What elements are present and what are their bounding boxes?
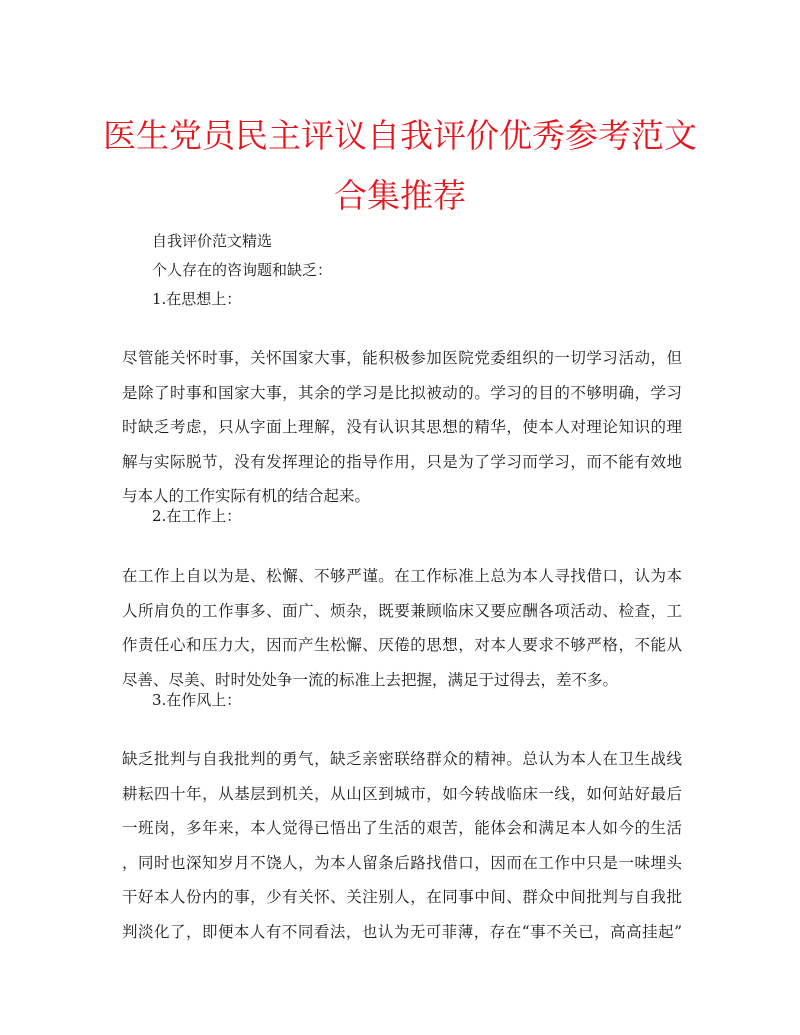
paragraph-line: 作责任心和压力大，因而产生松懈、厌倦的思想，对本人要求不够严格，不能从 — [122, 636, 682, 654]
section-body-style — [122, 742, 682, 949]
paragraph-line: 尽善、尽美、时时处处争一流的标准上去把握，满足于过得去，差不多。 — [122, 670, 619, 689]
document-title-line-1: 医生党员民主评议自我评价优秀参考范文 — [103, 116, 697, 155]
section-heading-thought: 1.在思想上： — [152, 290, 242, 308]
section-body-work — [122, 559, 682, 697]
document-intro: 个人存在的咨询题和缺乏： — [152, 261, 333, 279]
paragraph-line: 判淡化了，即便本人有不同看法，也认为无可菲薄，存在“事不关已，高高挂起” — [122, 922, 682, 941]
paragraph-line: 一班岗，多年来，本人觉得已悟出了生活的艰苦，能体会和满足本人如今的生活 — [122, 819, 682, 837]
paragraph-line: ，同时也深知岁月不饶人，为本人留条后路找借口，因而在工作中只是一味埋头 — [122, 853, 682, 872]
paragraph-line: 时缺乏考虑，只从字面上理解，没有认识其思想的精华，使本人对理论知识的理 — [122, 418, 682, 436]
paragraph-line: 干好本人份内的事，少有关怀、关注别人，在同事中间、群众中间批判与自我批 — [122, 888, 682, 906]
paragraph-line: 解与实际脱节，没有发挥理论的指导作用，只是为了学习而学习，而不能有效地 — [122, 452, 682, 471]
paragraph-line: 与本人的工作实际有机的结合起来。 — [122, 487, 371, 505]
section-body-thought — [122, 341, 682, 514]
section-heading-style: 3.在作风上： — [152, 691, 242, 709]
paragraph-line: 耕耘四十年，从基层到机关，从山区到城市，如今转战临床一线，如何站好最后 — [122, 784, 682, 803]
document-subtitle: 自我评价范文精选 — [152, 232, 273, 250]
paragraph-line: 是除了时事和国家大事，其余的学习是比拟被动的。学习的目的不够明确，学习 — [122, 383, 682, 402]
paragraph-line: 在工作上自以为是、松懈、不够严谨。在工作标准上总为本人寻找借口，认为本 — [122, 567, 682, 585]
paragraph-line: 尽管能关怀时事，关怀国家大事，能积极参加医院党委组织的一切学习活动，但 — [122, 349, 682, 367]
document-title-line-2: 合集推荐 — [334, 176, 466, 215]
paragraph-line: 人所肩负的工作事多、面广、烦杂，既要兼顾临床又要应酬各项活动、检查，工 — [122, 601, 682, 620]
section-heading-work: 2.在工作上： — [152, 507, 242, 525]
paragraph-line: 缺乏批判与自我批判的勇气，缺乏亲密联络群众的精神。总认为本人在卫生战线 — [122, 750, 682, 768]
